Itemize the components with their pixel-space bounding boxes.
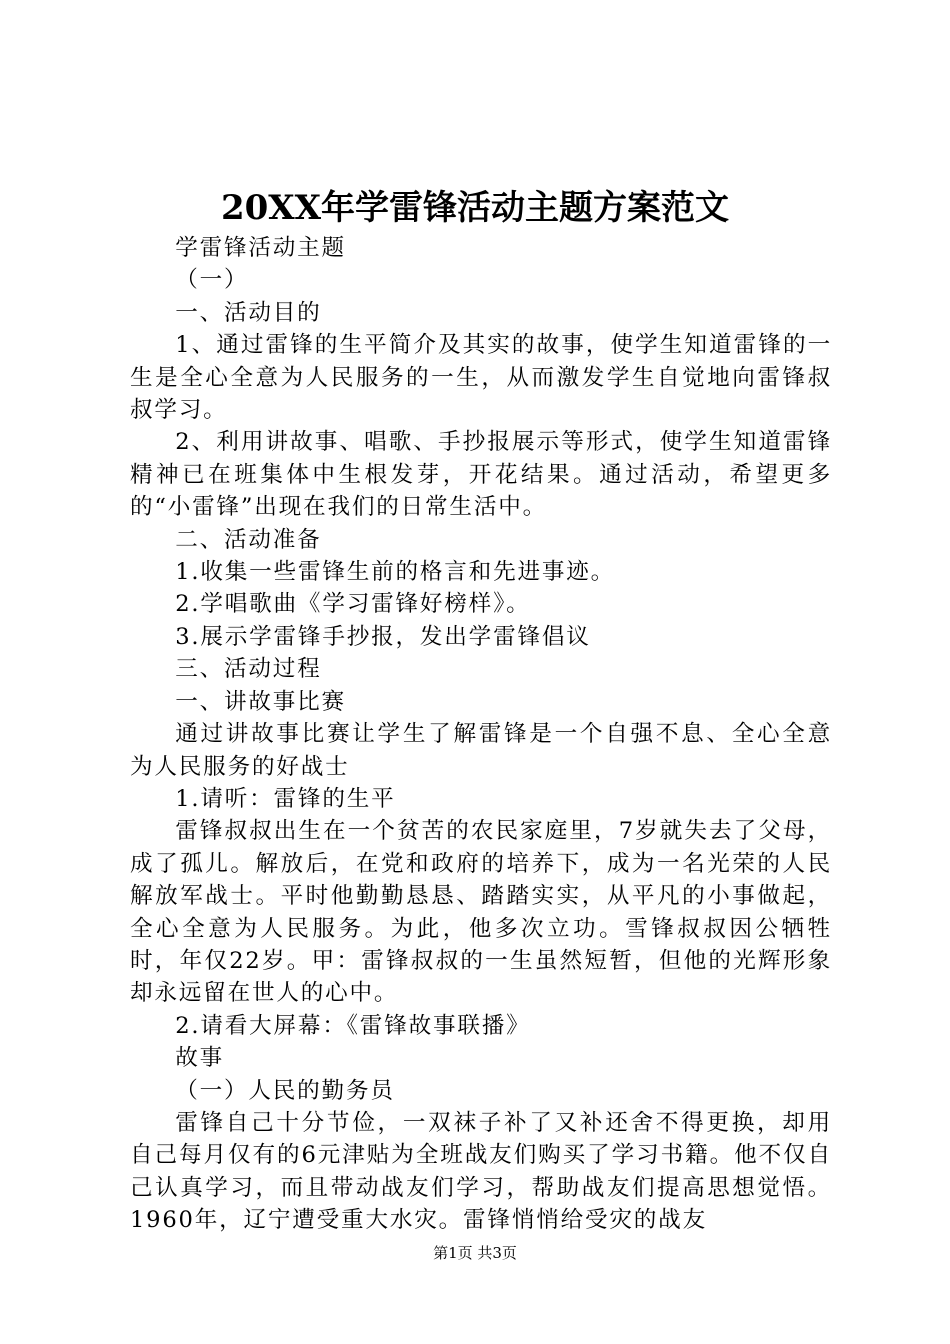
paragraph-prep-1: 1.收集一些雷锋生前的格言和先进事迹。 [175, 559, 616, 586]
paragraph-prep-3: 3.展示学雷锋手抄报，发出学雷锋倡议 [175, 623, 591, 650]
document-body [130, 232, 832, 1237]
paragraph-prep-2: 2.学唱歌曲《学习雷锋好榜样》。 [175, 591, 531, 618]
paragraph-story-contest: 通过讲故事比赛让学生了解雷锋是一个自强不息、全心全意为人民服务的好战士 [130, 721, 832, 780]
paragraph-watch-screen: 2.请看大屏幕：《雷锋故事联播》 [175, 1012, 531, 1039]
paragraph-biography: 雷锋叔叔出生在一个贫苦的农民家庭里，7岁就失去了父母，成了孤儿。解放后，在党和政府的培养下，成为一名光荣的人民解放军战士。平时他勤勤恳恳、踏踏实实，从平凡的小事做起，全心全意为人民服务。为此，他多次立功。雪锋叔叔因公牺牲时，年仅22岁。甲：雷锋叔叔的一生虽然短暂，但他的光辉形象却永远留在世人的心中。 [130, 818, 832, 1007]
heading-story-contest: 一、讲故事比赛 [175, 688, 346, 715]
paragraph-theme: 学雷锋活动主题 [175, 235, 346, 261]
paragraph-goal-1: 1、通过雷锋的生平简介及其实的故事，使学生知道雷锋的一生是全心全意为人民服务的一生，从而激发学生自觉地向雷锋叔叔学习。 [130, 332, 832, 424]
page-footer: 第1页 共3页 [433, 1244, 517, 1262]
heading-goals: 一、活动目的 [175, 299, 322, 326]
heading-servant: （一）人民的勤务员 [175, 1077, 395, 1104]
heading-story: 故事 [175, 1045, 224, 1072]
paragraph-listen: 1.请听：雷锋的生平 [175, 785, 396, 812]
heading-process: 三、活动过程 [175, 656, 322, 683]
paragraph-part-one: （一） [175, 267, 249, 294]
document-title: 20XX年学雷锋活动主题方案范文 [220, 188, 730, 228]
paragraph-thrift: 雷锋自己十分节俭，一双袜子补了又补还舍不得更换，却用自己每月仅有的6元津贴为全班战友们购买了学习书籍。他不仅自己认真学习，而且带动战友们学习，帮助战友们提高思想觉悟。1960年，辽宁遭受重大水灾。雷锋悄悄给受灾的战友 [130, 1109, 832, 1234]
paragraph-goal-2: 2、利用讲故事、唱歌、手抄报展示等形式，使学生知道雷锋精神已在班集体中生根发芽，开花结果。通过活动，希望更多的“小雷锋”出现在我们的日常生活中。 [130, 429, 832, 521]
heading-preparation: 二、活动准备 [175, 526, 322, 553]
